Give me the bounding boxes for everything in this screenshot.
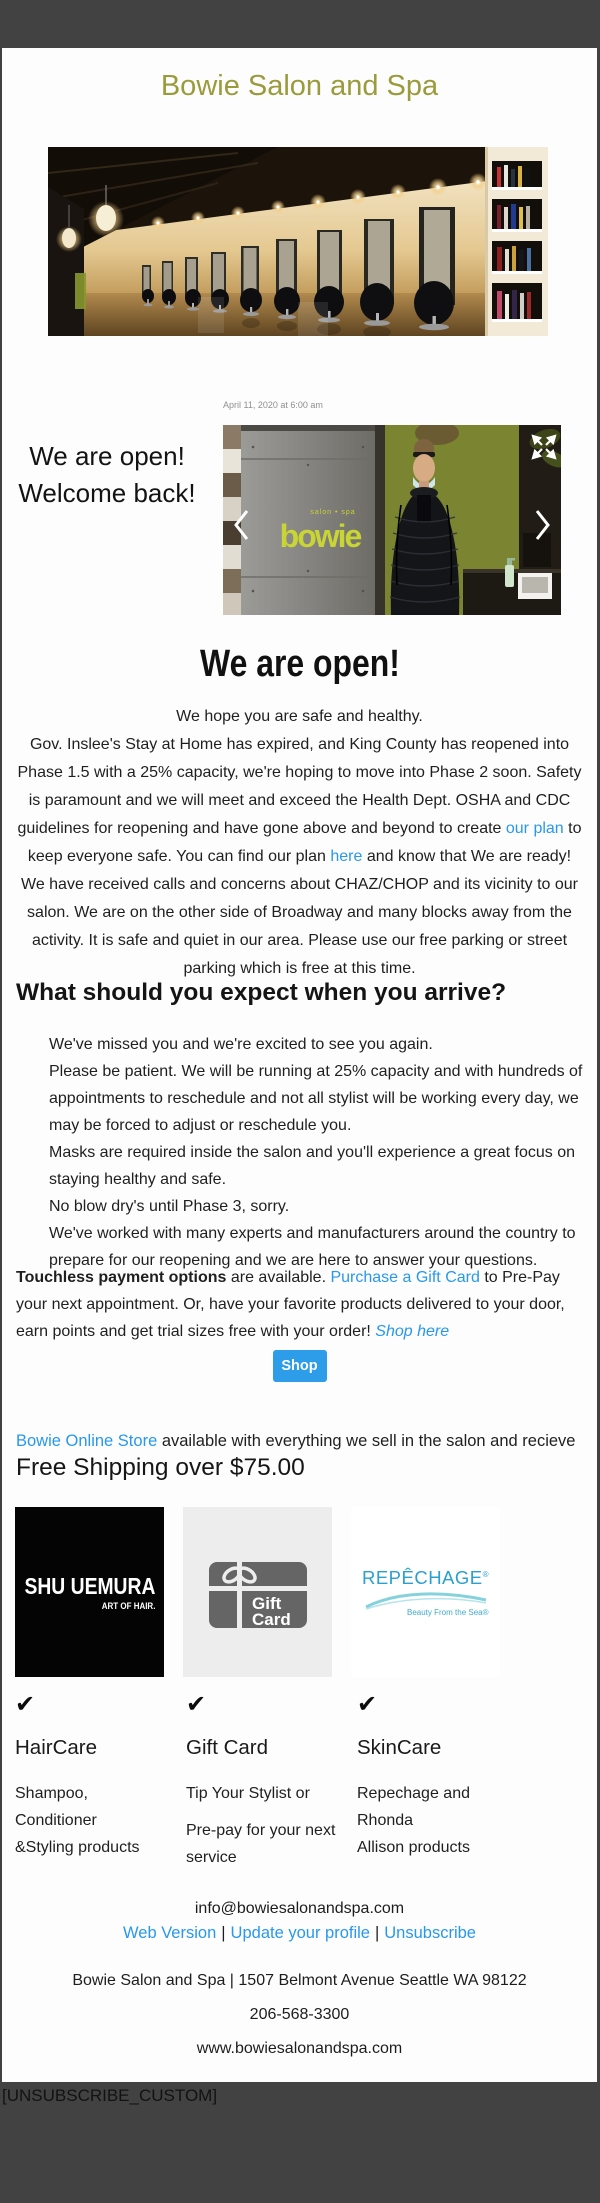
checkmark-icon: ✔ <box>186 1690 207 1718</box>
here-link[interactable]: here <box>330 848 363 865</box>
list-item: We've worked with many experts and manufacturers around the country to prepare for our reopening and we are here to answer your questions. <box>49 1225 576 1269</box>
footer-phone: 206-568-3300 <box>249 2006 350 2023</box>
separator: | <box>221 1924 226 1942</box>
store-text: available with everything we sell in the salon and recieve <box>157 1432 576 1450</box>
open-heading: We are open! <box>199 643 400 685</box>
unsubscribe-link[interactable]: Unsubscribe <box>384 1924 476 1942</box>
intro-text-2: to keep everyone safe. You can find our plan <box>27 820 582 865</box>
expect-list <box>49 1031 587 1274</box>
metal-door <box>241 425 375 615</box>
product-shelf <box>485 147 548 336</box>
product-columns <box>15 1690 509 1871</box>
giftcard-column <box>186 1690 338 1871</box>
repechage-tagline: Beauty From the Sea® <box>407 1608 489 1617</box>
gift-icon-text-1: Gift <box>251 1594 281 1613</box>
list-item: Please be patient. We will be running at 25% capacity and with hundreds of appointments to reschedule and not all stylist will be working every day, we may be forced to adjust or reschedule you. <box>49 1063 583 1134</box>
repechage-image[interactable] <box>351 1507 500 1677</box>
salon-photo-art <box>48 147 548 336</box>
footer-address: Bowie Salon and Spa | 1507 Belmont Avenue Seattle WA 98122 <box>72 1972 527 1989</box>
checkmark-icon: ✔ <box>15 1690 36 1718</box>
shu-uemura-image[interactable] <box>15 1507 164 1677</box>
column-title: SkinCare <box>357 1736 442 1759</box>
purchase-gift-card-link[interactable]: Purchase a Gift Card <box>330 1269 480 1286</box>
payment-text-1: are available. <box>226 1269 331 1286</box>
product-image-row <box>15 1507 500 1677</box>
storefront-photo-art <box>223 425 561 615</box>
door-logo-small: salon • spa <box>310 509 356 516</box>
column-title: HairCare <box>15 1736 98 1759</box>
welcome-line1: We are open! <box>29 441 185 471</box>
touchless-bold: Touchless payment options <box>16 1269 227 1286</box>
list-item: Masks are required inside the salon and you'll experience a great focus on staying healthy and safe. <box>49 1144 576 1188</box>
online-store-line <box>16 1432 592 1451</box>
unsubscribe-token: [UNSUBSCRIBE_CUSTOM] <box>2 2086 218 2105</box>
update-profile-link[interactable]: Update your profile <box>230 1924 370 1942</box>
separator: | <box>374 1924 380 1942</box>
expect-heading: What should you expect when you arrive? <box>16 979 507 1006</box>
column-description: Repechage and Rhonda Allison products <box>357 1785 470 1856</box>
embed-timestamp: April 11, 2020 at 6:00 am <box>223 400 323 410</box>
shop-button-row <box>2 1350 597 1382</box>
repechage-logo: REPÊCHAGE® <box>361 1567 490 1588</box>
intro-text-3: and know that We are ready! We have received calls and concerns about CHAZ/CHOP and its vicinity to our salon. We are on the other side of Broadway and many blocks away from the activity. It is safe and quiet in our area. Please use our free parking or street parking which is free at this time. <box>21 848 578 977</box>
intro-line: We hope you are safe and healthy. <box>176 708 423 725</box>
door-logo-bowie: bowie <box>279 518 361 554</box>
photo-carousel[interactable] <box>223 425 561 615</box>
list-item: We've missed you and we're excited to see you again. <box>49 1036 433 1053</box>
online-store-link[interactable]: Bowie Online Store <box>16 1432 158 1450</box>
photo-embed <box>223 400 561 615</box>
haircare-column <box>15 1690 167 1871</box>
skincare-column <box>357 1690 509 1871</box>
intro-text-1: Gov. Inslee's Stay at Home has expired, and King County has reopened into Phase 1.5 with a 25% capacity, we're hoping to move into Phase 2 soon. Safety is paramount and we will meet and exceed the Health Dept. OSHA and CDC guidelines for reopening and have gone above and beyond to create <box>17 736 582 837</box>
gift-card-icon <box>197 1550 319 1634</box>
shu-uemura-logo: SHU UEMURA ART OF HAIR. <box>24 1572 155 1612</box>
gift-icon-text-2: Card <box>251 1610 291 1629</box>
footer-links <box>2 1924 597 1943</box>
free-shipping-heading: Free Shipping over $75.00 <box>16 1454 305 1481</box>
column-description: Shampoo, Conditioner &Styling products <box>15 1785 140 1856</box>
payment-text-2: to Pre-Pay your next appointment. Or, have your favorite products delivered to your door, earn points and get trial sizes free with your order! <box>16 1269 565 1340</box>
welcome-line2: Welcome back! <box>18 478 196 508</box>
checkmark-icon: ✔ <box>357 1690 378 1718</box>
email-body <box>2 48 597 2082</box>
brand-title: Bowie Salon and Spa <box>160 70 439 102</box>
salon-interior-photo <box>48 147 548 336</box>
welcome-text <box>16 438 198 512</box>
web-version-link[interactable]: Web Version <box>123 1924 217 1942</box>
our-plan-link[interactable]: our plan <box>505 820 564 837</box>
contact-email: info@bowiesalonandspa.com <box>194 1900 405 1917</box>
shop-button[interactable]: Shop <box>273 1350 327 1382</box>
shop-here-link[interactable]: Shop here <box>375 1323 450 1340</box>
column-description: Tip Your Stylist or Pre-pay for your next service <box>186 1785 336 1866</box>
column-title: Gift Card <box>186 1736 269 1759</box>
intro-paragraph <box>16 703 583 983</box>
footer-website: www.bowiesalonandspa.com <box>196 2040 403 2057</box>
list-item: No blow dry's until Phase 3, sorry. <box>49 1198 290 1215</box>
payment-paragraph <box>16 1264 588 1345</box>
gift-card-image[interactable] <box>183 1507 332 1677</box>
